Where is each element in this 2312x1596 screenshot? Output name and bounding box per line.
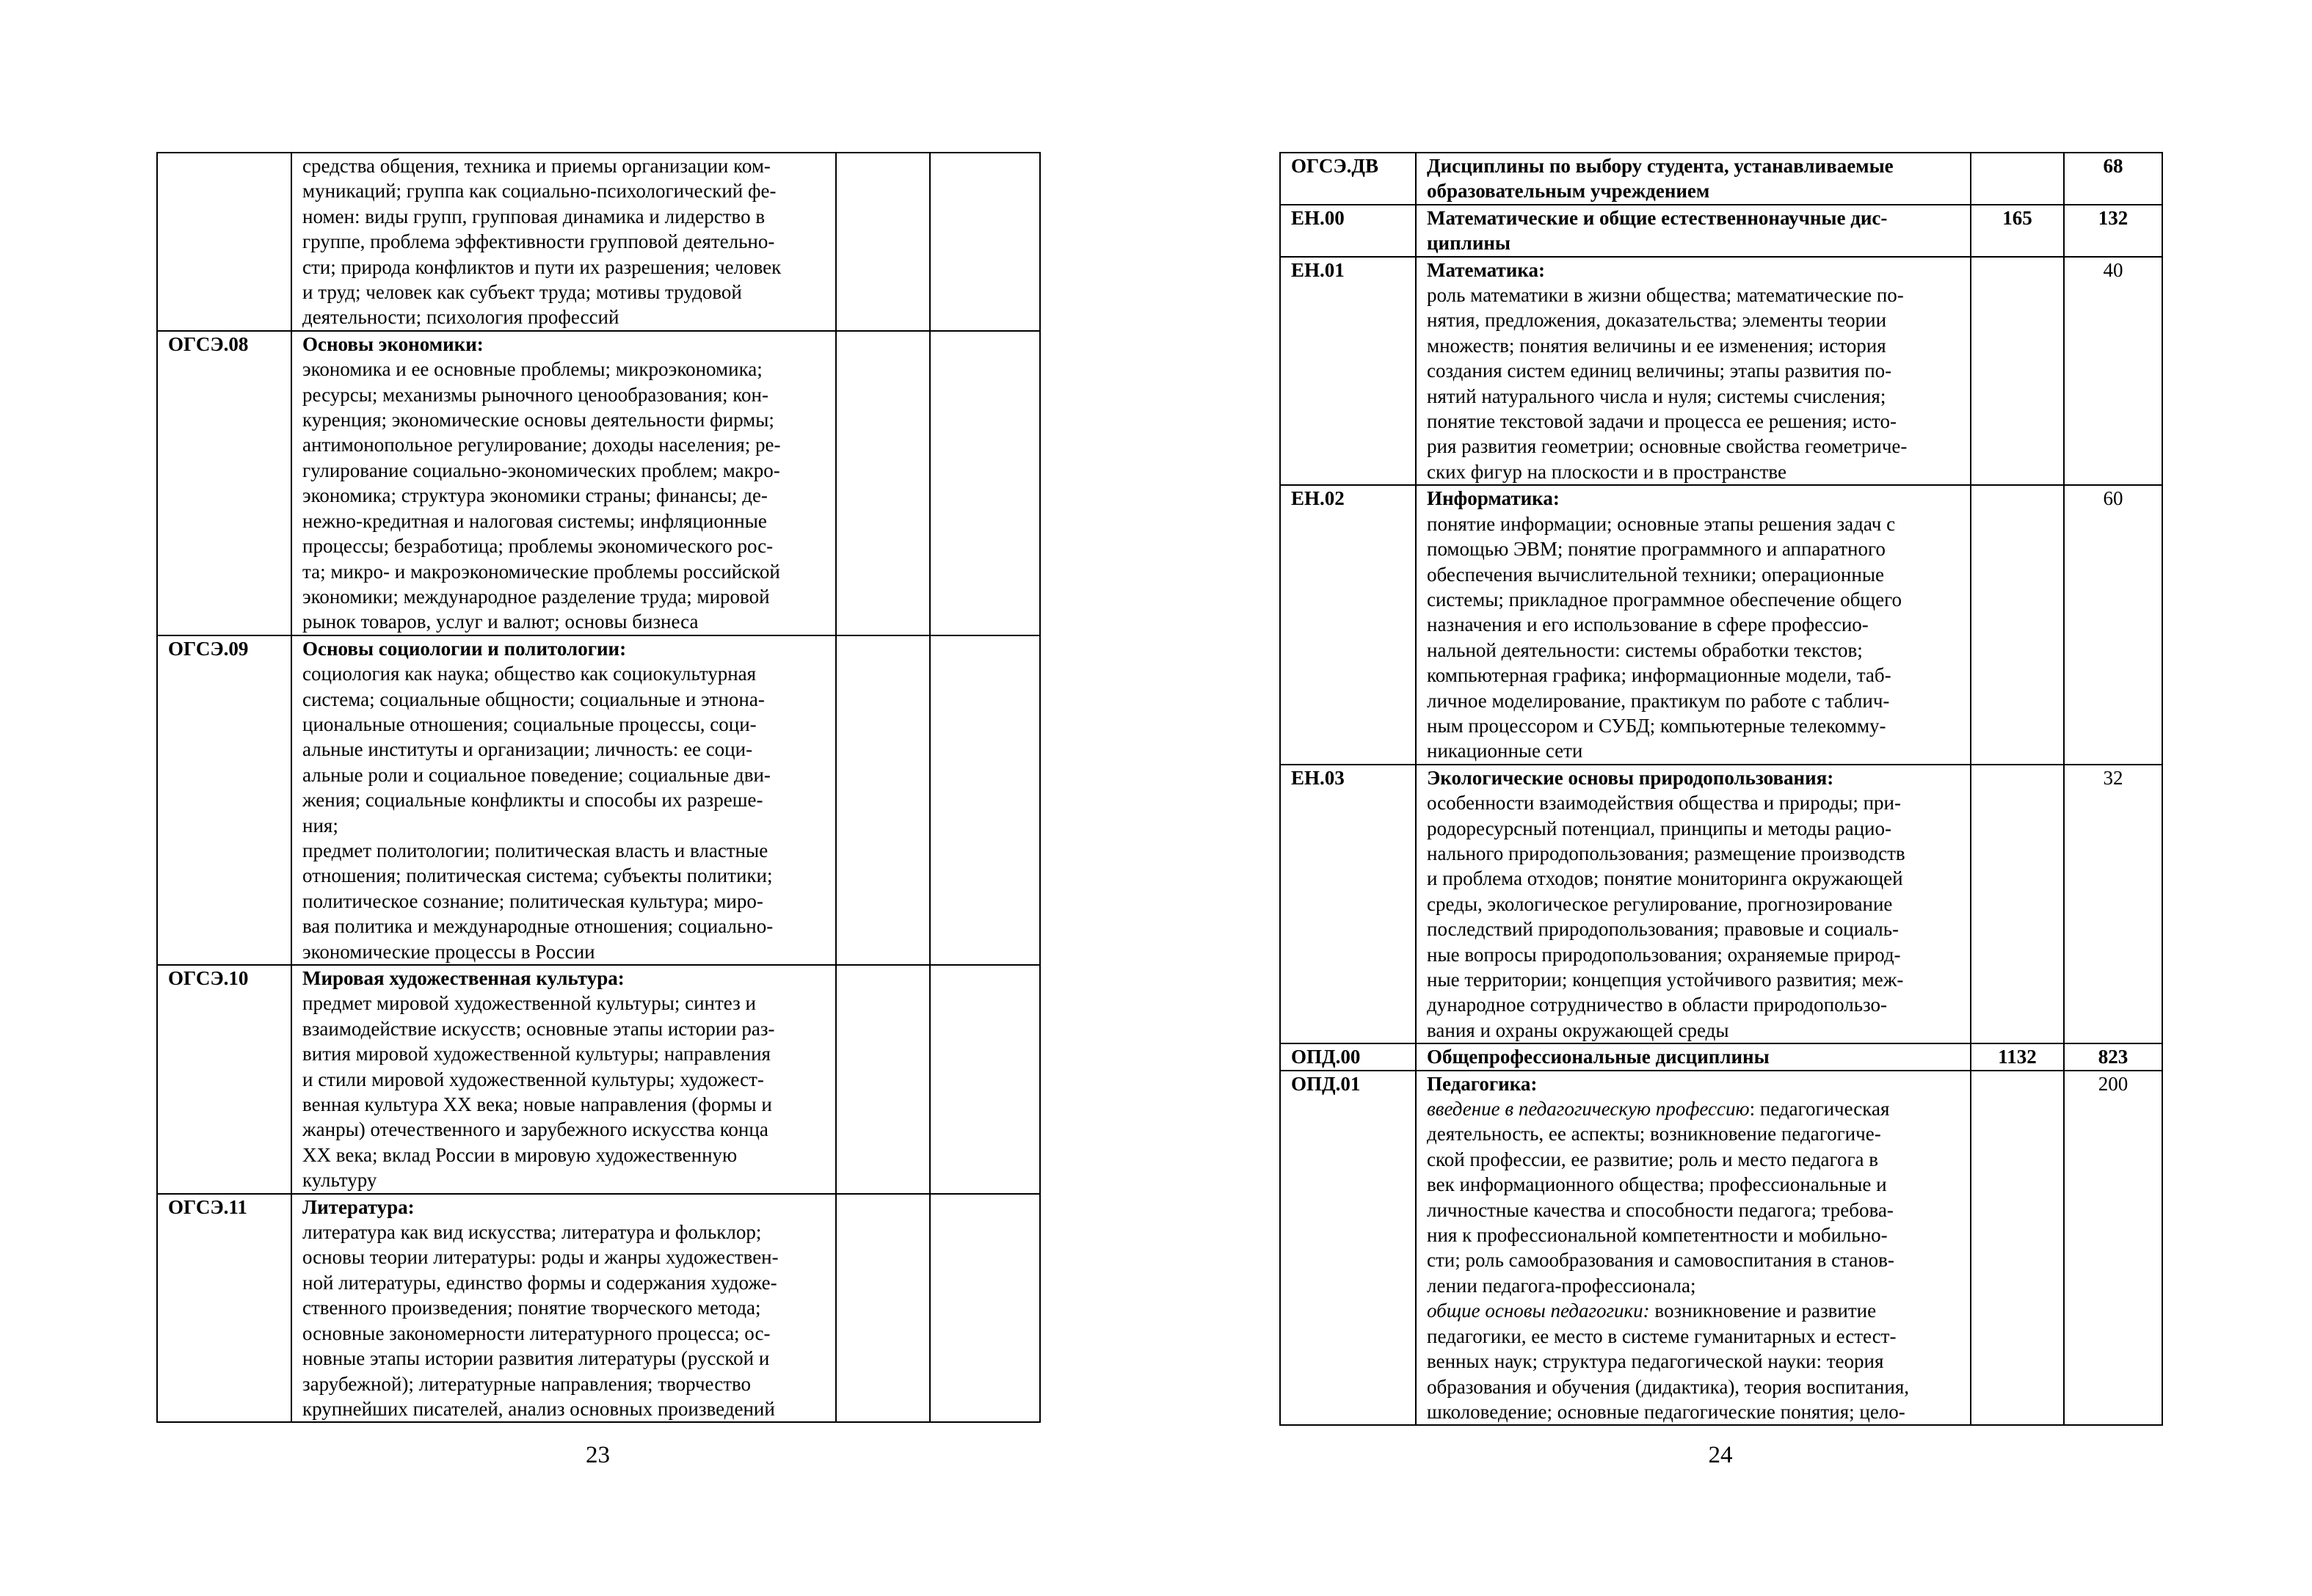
description-line: антимонопольное регулирование; доходы населения; ре- (302, 434, 781, 456)
description-line: вая политика и международные отношения; социально- (302, 915, 774, 938)
description-line: система; социальные общности; социальные и этнона- (302, 688, 765, 710)
discipline-code: ОПД.01 (1280, 1071, 1416, 1426)
discipline-title: Литература: (302, 1195, 415, 1218)
description-line: ских фигур на плоскости и в пространстве (1427, 460, 1786, 483)
discipline-description (1416, 1071, 1971, 1426)
max-load-hours: 165 (1971, 205, 2064, 257)
description-line: зарубежной); литературные направления; творчество (302, 1372, 752, 1395)
discipline-code: ОГСЭ.09 (157, 635, 291, 965)
discipline-title: Педагогика: (1427, 1072, 1538, 1095)
max-load-hours (836, 153, 930, 331)
page-number: 24 (1708, 1442, 1733, 1468)
description-line: ственного произведения; понятие творческого метода; (302, 1297, 761, 1319)
total-hours (930, 331, 1040, 635)
discipline-description (1416, 205, 1971, 257)
description-line: рия развития геометрии; основные свойства геометриче- (1427, 435, 1908, 458)
page-number: 23 (586, 1442, 610, 1468)
description-line (1427, 1324, 1960, 1349)
discipline-code (157, 153, 291, 331)
topic-text: венных наук; структура педагогической науки: теория (1427, 1350, 1884, 1373)
description-line: альные роли и социальное поведение; социальные дви- (302, 763, 771, 786)
right-page (1279, 152, 2162, 1468)
description-line (1427, 1121, 1960, 1146)
description-line: помощью ЭВМ; понятие программного и аппаратного (1427, 538, 1886, 561)
total-hours: 40 (2064, 257, 2162, 486)
discipline-code: ОГСЭ.11 (157, 1194, 291, 1423)
topic-text: возникновение и развитие (1649, 1300, 1877, 1322)
topic-text: сти; роль самообразования и самовоспитания в станов- (1427, 1249, 1894, 1272)
max-load-hours (836, 965, 930, 1194)
total-hours: 32 (2064, 765, 2162, 1043)
description-line: среды, экологическое регулирование, прогнозирование (1427, 892, 1893, 915)
section-heading-line: Общепрофессиональные дисциплины (1427, 1046, 1770, 1068)
description-line: предмет политологии; политическая власть и властные (302, 839, 768, 861)
description-line: вития мировой художественной культуры; направления (302, 1043, 771, 1065)
description-line: гулирование социально-экономических проблем; макро- (302, 459, 780, 481)
topic-text: лении педагога-профессионала; (1427, 1274, 1696, 1297)
table-row (1280, 205, 2162, 257)
table-row (157, 153, 1040, 331)
table-row (1280, 1043, 2162, 1070)
description-line (1427, 1273, 1960, 1298)
discipline-description (1416, 153, 1971, 205)
max-load-hours (1971, 257, 2064, 486)
description-line: экономика и ее основные проблемы; микроэкономика; (302, 358, 763, 381)
description-line: понятие информации; основные этапы решения задач с (1427, 512, 1896, 535)
topic-text: педагогики, ее место в системе гуманитарных и естест- (1427, 1324, 1897, 1347)
description-line: ным процессором и СУБД; компьютерные телекомму- (1427, 714, 1886, 737)
discipline-description (1416, 485, 1971, 764)
topic-italic: введение в педагогическую профессию (1427, 1098, 1750, 1121)
total-hours (930, 635, 1040, 965)
discipline-description (291, 1194, 836, 1423)
description-line: особенности взаимодействия общества и природы; при- (1427, 792, 1901, 815)
discipline-description (291, 331, 836, 635)
description-line: дународное сотрудничество в области природопользо- (1427, 994, 1888, 1016)
description-line: новные этапы истории развития литературы (русской и (302, 1347, 770, 1370)
table-row (157, 331, 1040, 635)
total-hours: 823 (2064, 1043, 2162, 1070)
description-line: нальной деятельности: системы обработки текстов; (1427, 638, 1863, 661)
description-line: ные территории; концепция устойчивого развития; меж- (1427, 969, 1904, 991)
discipline-code: ЕН.02 (1280, 485, 1416, 764)
description-line: рынок товаров, услуг и валют; основы бизнеса (302, 611, 699, 633)
max-load-hours: 1132 (1971, 1043, 2064, 1070)
table-row (157, 635, 1040, 965)
max-load-hours (1971, 485, 2064, 764)
description-line: обеспечения вычислительной техники; операционные (1427, 563, 1884, 586)
section-heading-line: образовательным учреждением (1427, 180, 1710, 203)
left-page (156, 152, 1039, 1468)
table-row (157, 965, 1040, 1194)
description-line: культуру (302, 1169, 377, 1192)
description-line: экономики; международное разделение труда; мировой (302, 585, 770, 608)
description-line: и стили мировой художественной культуры; художест- (302, 1068, 764, 1090)
description-line: вания и охраны окружающей среды (1427, 1019, 1729, 1041)
description-line: основные закономерности литературного процесса; ос- (302, 1322, 771, 1344)
description-line: компьютерная графика; информационные модели, таб- (1427, 664, 1891, 687)
discipline-description (291, 153, 836, 331)
description-line: понятие текстовой задачи и процесса ее решения; исто- (1427, 410, 1897, 433)
description-line: циональные отношения; социальные процессы, соци- (302, 713, 757, 735)
table-row (1280, 153, 2162, 205)
description-line: предмет мировой художественной культуры; синтез и (302, 992, 756, 1015)
description-line: крупнейших писателей, анализ основных произведений (302, 1397, 775, 1420)
description-line: и проблема отходов; понятие мониторинга окружающей (1427, 867, 1903, 890)
description-line: взаимодействие искусств; основные этапы истории раз- (302, 1017, 775, 1040)
table-row (157, 1194, 1040, 1423)
description-line: литература как вид искусства; литература и фольклор; (302, 1221, 762, 1244)
total-hours: 200 (2064, 1071, 2162, 1426)
table-row (1280, 485, 2162, 764)
description-line: родоресурсный потенциал, принципы и методы рацио- (1427, 817, 1891, 839)
description-line: множеств; понятия величины и ее изменения; история (1427, 334, 1886, 357)
description-line: группе, проблема эффективности групповой деятельно- (302, 230, 775, 253)
description-line: процессы; безработица; проблемы экономического рос- (302, 535, 774, 558)
description-line: деятельности; психология профессий (302, 306, 619, 329)
description-line: системы; прикладное программное обеспечение общего (1427, 588, 1902, 611)
description-line (1427, 1247, 1960, 1272)
description-line: нального природопользования; размещение производств (1427, 842, 1905, 864)
discipline-code: ОГСЭ.ДВ (1280, 153, 1416, 205)
topic-text: : педагогическая (1749, 1098, 1890, 1121)
section-heading-line: циплины (1427, 232, 1511, 255)
description-line: никационные сети (1427, 740, 1583, 762)
discipline-description (1416, 257, 1971, 486)
total-hours: 60 (2064, 485, 2162, 764)
description-line: экономические процессы в России (302, 940, 595, 963)
max-load-hours (1971, 765, 2064, 1043)
max-load-hours (1971, 1071, 2064, 1426)
table-row (1280, 1071, 2162, 1426)
discipline-description (291, 635, 836, 965)
section-heading-line: Дисциплины по выбору студента, устанавливаемые (1427, 155, 1894, 177)
description-line: ные вопросы природопользования; охраняемые природ- (1427, 943, 1901, 966)
description-line: венная культура XX века; новые направления (формы и (302, 1093, 772, 1116)
topic-text: деятельность, ее аспекты; возникновение педагогиче- (1427, 1123, 1881, 1145)
discipline-title: Основы экономики: (302, 332, 484, 355)
description-line: та; микро- и макроэкономические проблемы российской (302, 560, 780, 583)
description-line: личное моделирование, практикум по работе с таблич- (1427, 689, 1890, 712)
description-line (1427, 1198, 1960, 1222)
description-line: ресурсы; механизмы рыночного ценообразования; кон- (302, 383, 768, 406)
description-line: ния; (302, 814, 338, 837)
description-line (1427, 1349, 1960, 1374)
description-line: жения; социальные конфликты и способы их разреше- (302, 789, 763, 812)
discipline-code: ЕН.01 (1280, 257, 1416, 486)
description-line: и труд; человек как субъект труда; мотивы трудовой (302, 281, 742, 304)
curriculum-table-right (1279, 152, 2163, 1426)
description-line (1427, 1222, 1960, 1247)
description-line (1427, 1399, 1960, 1424)
max-load-hours (836, 635, 930, 965)
max-load-hours (836, 331, 930, 635)
topic-text: век информационного общества; профессиональные и (1427, 1173, 1887, 1196)
curriculum-table-left (156, 152, 1041, 1423)
description-line: муникаций; группа как социально-психологический фе- (302, 180, 777, 203)
description-line: политическое сознание; политическая культура; миро- (302, 889, 763, 912)
discipline-code: ЕН.00 (1280, 205, 1416, 257)
discipline-title: Основы социологии и политологии: (302, 637, 627, 660)
description-line: средства общения, техника и приемы организации ком- (302, 155, 771, 177)
description-line: нятия, предложения, доказательства; элементы теории (1427, 309, 1887, 332)
description-line: отношения; политическая система; субъекты политики; (302, 864, 773, 887)
discipline-description (1416, 1043, 1971, 1070)
description-line: куренция; экономические основы деятельности фирмы; (302, 409, 774, 431)
topic-italic: общие основы педагогики: (1427, 1300, 1650, 1322)
description-line (1427, 1147, 1960, 1172)
description-line: альные институты и организации; личность: ее соци- (302, 738, 753, 761)
table-row (1280, 257, 2162, 486)
topic-text: образования и обучения (дидактика), теория воспитания, (1427, 1375, 1910, 1398)
total-hours: 132 (2064, 205, 2162, 257)
description-line: нежно-кредитная и налоговая системы; инфляционные (302, 509, 767, 532)
description-line: основы теории литературы: роды и жанры художествен- (302, 1246, 779, 1269)
total-hours (930, 965, 1040, 1194)
max-load-hours (1971, 153, 2064, 205)
description-line: социология как наука; общество как социокультурная (302, 663, 757, 685)
discipline-title: Информатика: (1427, 487, 1560, 510)
discipline-description (291, 965, 836, 1194)
description-line: жанры) отечественного и зарубежного искусства конца (302, 1118, 768, 1141)
description-line (1427, 1172, 1960, 1197)
section-heading-line: Математические и общие естественнонаучные дис- (1427, 206, 1888, 229)
discipline-code: ОГСЭ.10 (157, 965, 291, 1194)
discipline-title: Математика: (1427, 258, 1545, 281)
description-line: последствий природопользования; правовые и социаль- (1427, 918, 1900, 941)
topic-text: личностные качества и способности педагога; требова- (1427, 1198, 1894, 1221)
table-row (1280, 765, 2162, 1043)
total-hours (930, 1194, 1040, 1423)
discipline-code: ОПД.00 (1280, 1043, 1416, 1070)
discipline-title: Мировая художественная культура: (302, 967, 625, 989)
description-line (1427, 1374, 1960, 1399)
description-line: XX века; вклад России в мировую художественную (302, 1143, 738, 1166)
total-hours (930, 153, 1040, 331)
description-line: роль математики в жизни общества; математические по- (1427, 284, 1904, 307)
description-line: ной литературы, единство формы и содержания художе- (302, 1271, 777, 1294)
topic-text: ской профессии, ее развитие; роль и место педагога в (1427, 1148, 1879, 1170)
topic-text: школоведение; основные педагогические понятия; цело- (1427, 1400, 1905, 1423)
discipline-code: ЕН.03 (1280, 765, 1416, 1043)
topic-text: ния к профессиональной компетентности и мобильно- (1427, 1224, 1888, 1247)
description-line (1427, 1298, 1960, 1323)
description-line: сти; природа конфликтов и пути их разрешения; человек (302, 255, 782, 278)
discipline-title: Экологические основы природопользования: (1427, 766, 1834, 789)
total-hours: 68 (2064, 153, 2162, 205)
description-line: назначения и его использование в сфере профессио- (1427, 613, 1869, 636)
discipline-code: ОГСЭ.08 (157, 331, 291, 635)
description-line: создания систем единиц величины; этапы развития по- (1427, 360, 1892, 382)
description-line: нятий натурального числа и нуля; системы счисления; (1427, 385, 1886, 407)
description-line: экономика; структура экономики страны; финансы; де- (302, 484, 768, 507)
max-load-hours (836, 1194, 930, 1423)
discipline-description (1416, 765, 1971, 1043)
description-line: номен: виды групп, групповая динамика и лидерство в (302, 205, 766, 227)
description-line (1427, 1096, 1960, 1121)
